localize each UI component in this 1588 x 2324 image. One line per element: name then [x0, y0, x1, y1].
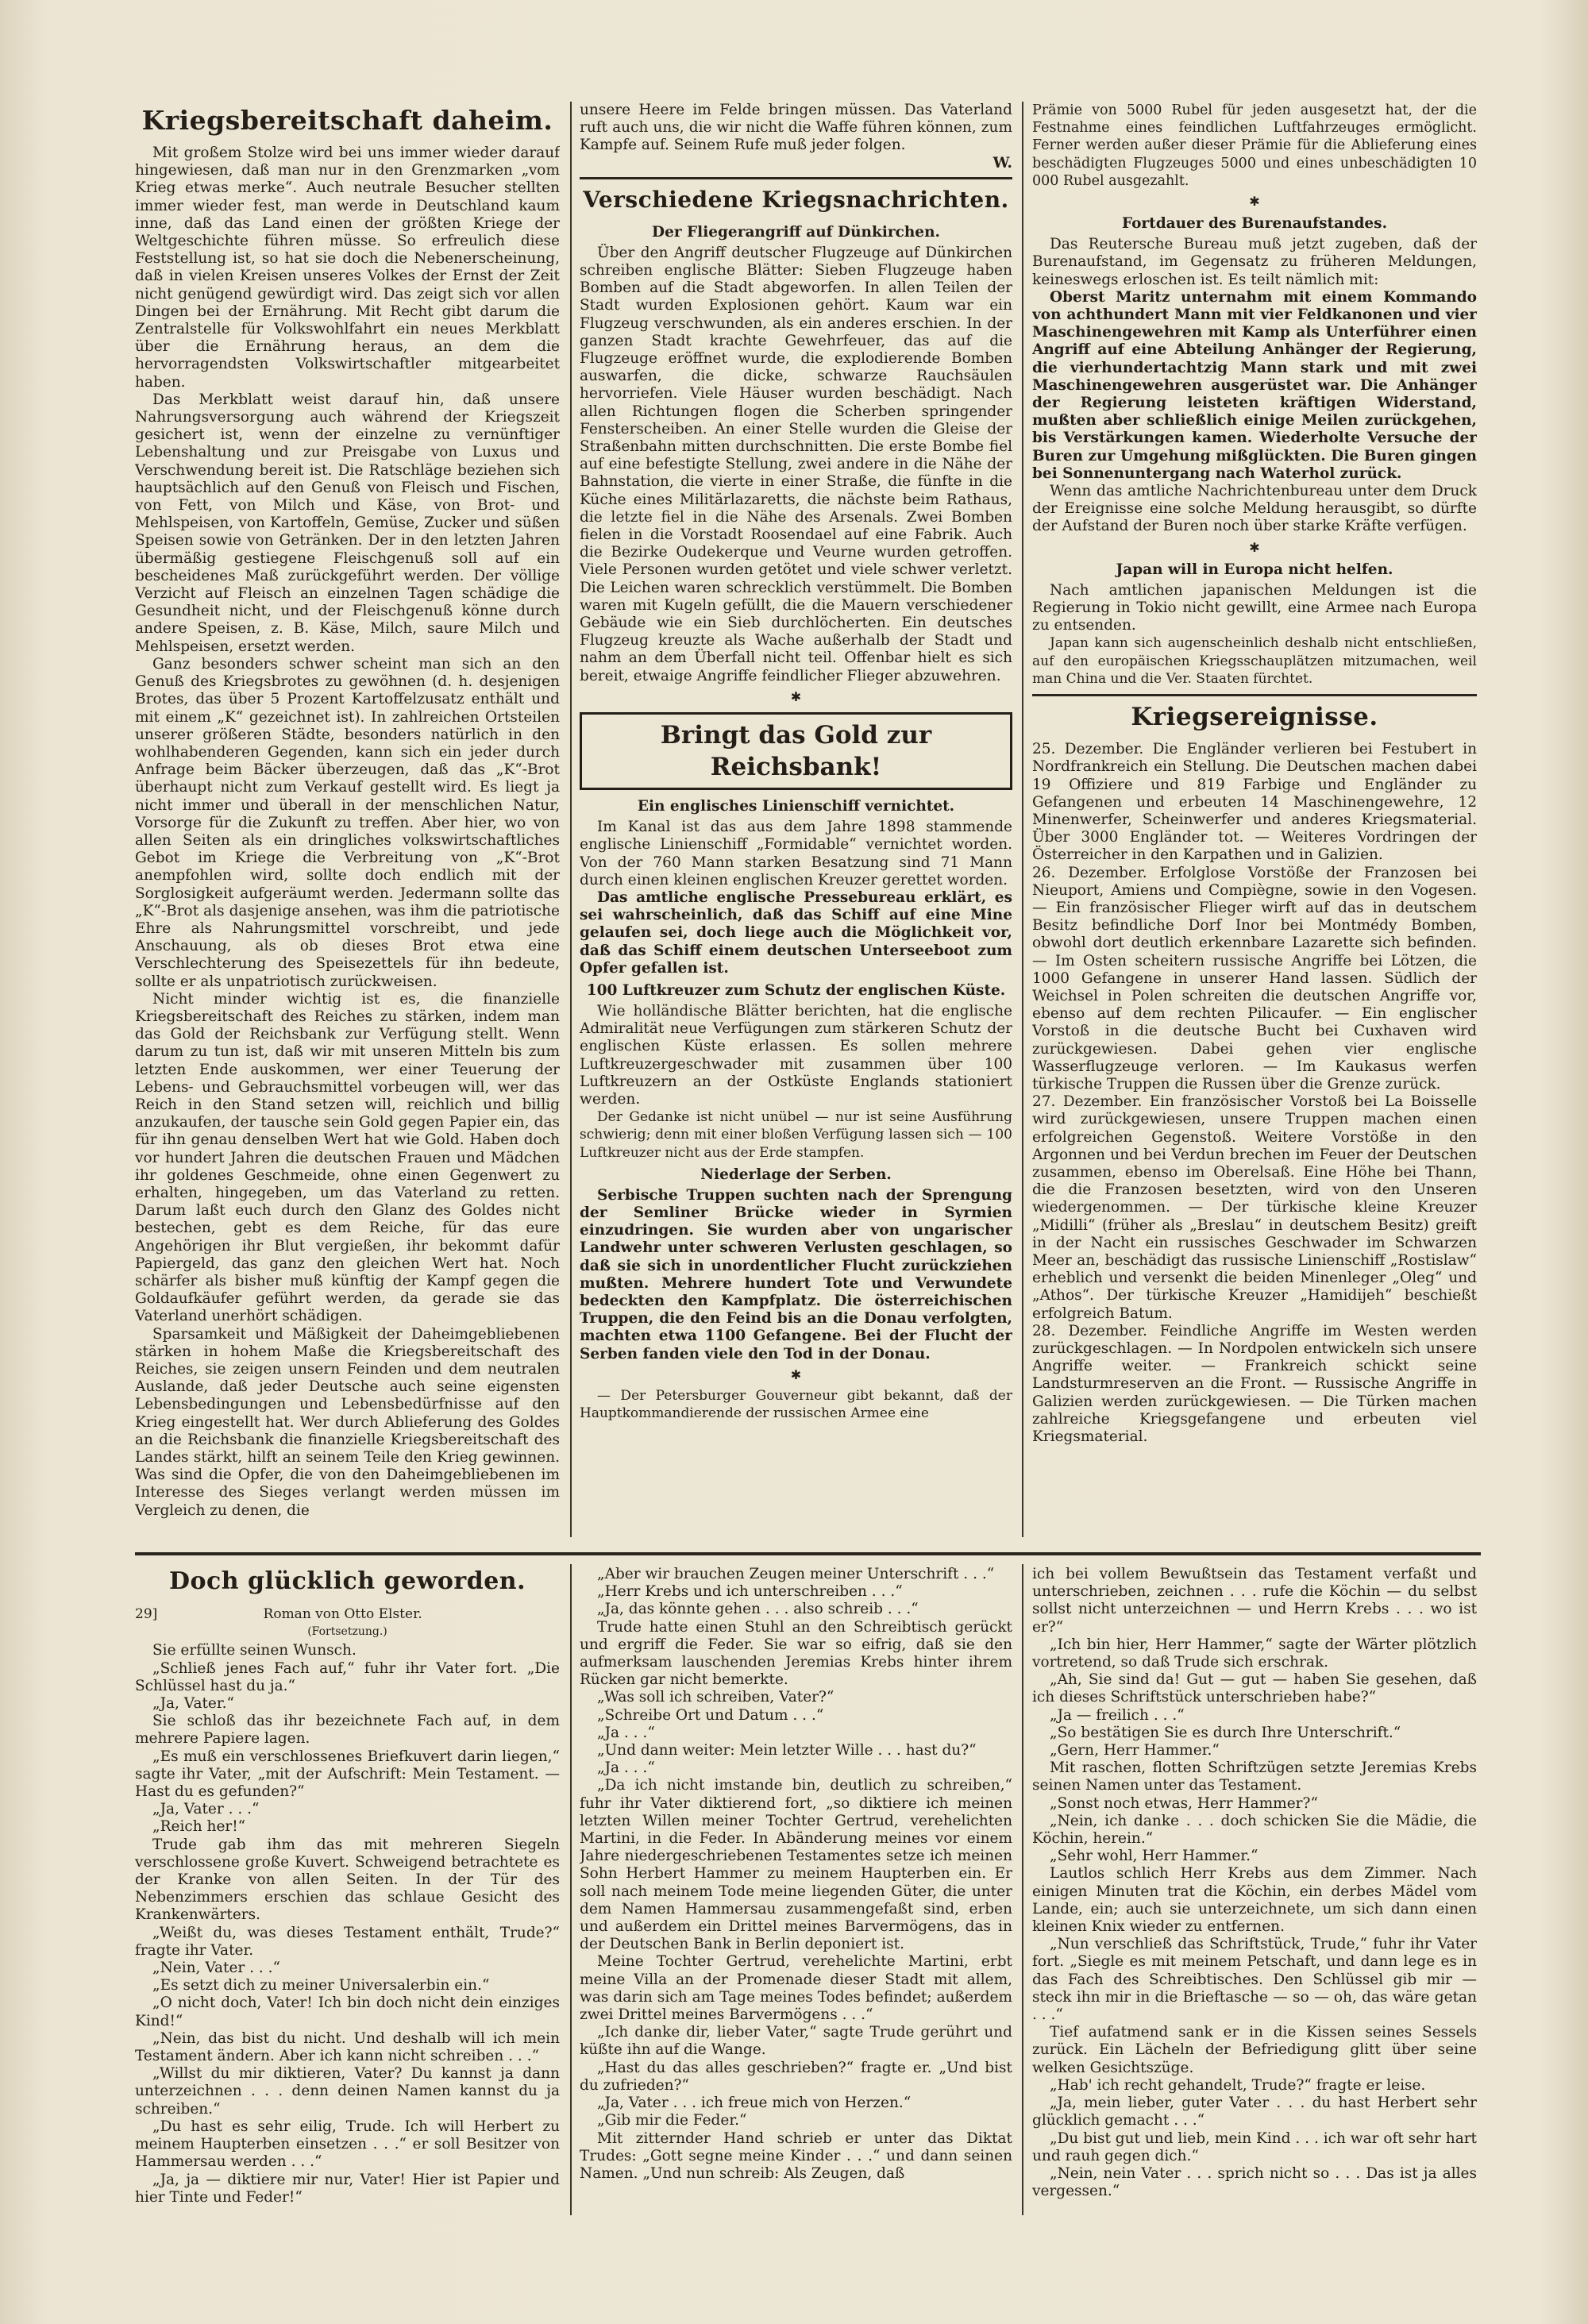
article-paragraph: Das Merkblatt weist darauf hin, daß unsere Nahrungsversorgung auch während der Kriegszeit gesichert ist, wenn der einzelne zu vernünftiger Lebenshaltung und zur Preisgabe von Luxus und Verschwendung bereit ist. Die Ratschläge beziehen sich hauptsächlich auf den Genuß von Fleisch und Fischen, von Fett, von Milch und Käse, von Brot- und Mehlspeisen, von Kartoffeln, Gemüse, Zucker und süßen Speisen sowie von Getränken. Der in den letzten Jahren übermäßig gestiegene Fleischgenuß soll auf ein bescheidenes Maß zurückgeführt werden. Der völlige Verzicht auf Fleisch an einzelnen Tagen schädige die Gesundheit nicht, und der Fleischgenuß könne durch andere Speisen, z. B. Käse, Milch, saure Milch und Mehlspeisen, ersetzt werden.	[135, 391, 560, 655]
serial-paragraph: „Ja — freilich . . .“	[1050, 1706, 1185, 1724]
subhead-japan: Japan will in Europa nicht helfen.	[1116, 561, 1393, 578]
article-continuation: unsere Heere im Felde bringen müssen. Das Vaterland ruft auch uns, die wir nicht die Waffe führen können, zum Kampfe auf. Seinem Rufe muß jeder folgen.	[580, 102, 1012, 154]
article-paragraph: Sparsamkeit und Mäßigkeit der Daheimgebliebenen stärken in hohem Maße die Kriegsbereitschaft des Reiches, sie zeigen unsern Feinden und dem neutralen Auslande, daß jeder Deutsche auch seine eigensten Lebensbedingungen und Lebensbedürfnisse auf den Krieg eingestellt hat. Wer durch Ablieferung des Goldes an die Reichsbank die finanzielle Kriegsbereitschaft des Landes stärkt, hilft an seinem Teile den Krieg gewinnen. Was sind die Opfer, die von den Daheimgebliebenen im Interesse des Sieges verlangt werden müssen im Vergleich zu denen, die	[135, 1325, 560, 1519]
serial-paragraph: „Ja, ja — diktiere mir nur, Vater! Hier ist Papier und hier Tinte und Feder!“	[135, 2171, 560, 2206]
article-paragraph: Wenn das amtliche Nachrichtenbureau unter dem Druck der Ereignisse eine solche Meldung herausgibt, so dürfte der Aufstand der Buren noch über starke Kräfte verfügen.	[1032, 483, 1477, 535]
column-rule	[1022, 1564, 1023, 2215]
serial-paragraph: „Schreibe Ort und Datum . . .“	[597, 1706, 824, 1724]
serial-column-3	[1032, 1566, 1477, 2217]
serial-paragraph: „Ja, Vater . . . ich freue mich von Herzen.“	[597, 2095, 912, 2112]
separator-asterisk: ✱	[790, 1366, 802, 1382]
column-rule	[570, 1564, 572, 2215]
serial-paragraph: „Nein, ich danke . . . doch schicken Sie die Mädie, die Köchin, herein.“	[1032, 1812, 1477, 1848]
serial-paragraph: „Gib mir die Feder.“	[597, 2112, 747, 2129]
serial-paragraph: Meine Tochter Gertrud, verehelichte Martini, erbt meine Villa an der Promenade dieser Stadt mit allem, was darin sich am Tage meines Todes befindet; außerdem zwei Drittel meines Barvermögens . . .“	[580, 1953, 1012, 2024]
serial-paragraph: „So bestätigen Sie es durch Ihre Unterschrift.“	[1050, 1724, 1401, 1741]
article-paragraph: — Der Petersburger Gouverneur gibt bekannt, daß der Hauptkommandierende der russischen Armee eine	[580, 1387, 1012, 1422]
serial-paragraph: „Was soll ich schreiben, Vater?“	[597, 1689, 834, 1706]
serial-paragraph: „Da ich nicht imstande bin, deutlich zu schreiben,“ fuhr ihr Vater diktierend fort, „so diktiere ich meinen letzten Willen meiner Tochter Gertrud, verehelichten Martini, in die Feder. In Abänderung meines vor einem Jahre niedergeschriebenen Testamentes setze ich meinen Sohn Herbert Hammer zu meinem Haupterben ein. Er soll nach meinem Tode meine liegenden Güter, die unter dem Namen Hammersau zusammengefaßt sind, erben und außerdem ein Drittel meines Barvermögens, das in der Deutschen Bank in Berlin deponiert ist.	[580, 1777, 1012, 1953]
serial-paragraph: ich bei vollem Bewußtsein das Testament verfaßt und unterschrieben, zeichnen . . . rufe die Köchin — du selbst sollst nicht unterzeichnen — und Herrn Krebs . . . wo ist er?“	[1032, 1566, 1477, 1636]
serial-paragraph: „Ja, das könnte gehen . . . also schreib . . .“	[597, 1601, 919, 1618]
separator-asterisk: ✱	[790, 688, 802, 704]
serial-paragraph: „Schließ jenes Fach auf,“ fuhr ihr Vater fort. „Die Schlüssel hast du ja.“	[135, 1659, 560, 1694]
serial-paragraph: „Weißt du, was dieses Testament enthält, Trude?“ fragte ihr Vater.	[135, 1924, 560, 1959]
article-paragraph-bold: Das amtliche englische Pressebureau erklärt, es sei wahrscheinlich, daß das Schiff auf eine Mine gelaufen sei, doch liege auch die Möglichkeit vor, daß das Schiff einem deutschen Unterseeboot zum Opfer gefallen ist.	[580, 888, 1012, 977]
serial-number: 29]	[135, 1606, 158, 1622]
serial-paragraph: Sie erfüllte seinen Wunsch.	[152, 1642, 357, 1659]
serial-paragraph: „Sonst noch etwas, Herr Hammer?“	[1050, 1794, 1318, 1812]
serial-paragraph: „Herr Krebs und ich unterschreiben . . .“	[597, 1583, 903, 1601]
serial-column-2	[580, 1566, 1012, 2217]
article-paragraph: Ganz besonders schwer scheint man sich an den Genuß des Kriegsbrotes zu gewöhnen (d. h. desjenigen Brotes, das über 5 Prozent Kartoffelzusatz enthält und mit einem „K“ gezeichnet ist). In zahlreichen Ortsteilen unserer größeren Städte, besonders natürlich in den wohlhabenderen Gegenden, kann sich ein jeder durch Anfrage beim Bäcker überzeugen, daß das „K“-Brot überhaupt nicht zum Verkauf gestellt wird. Es liegt ja nicht immer und überall in der menschlichen Natur, Vorsorge für die Zukunft zu treffen. Aber hier, wo von allen Seiten als ein dringliches volkswirtschaftliches Gebot im Kriege die Verbreitung von „K“-Brot anempfohlen wird, sollte doch endlich mit der Sorglosigkeit aufgeräumt werden. Jedermann sollte das „K“-Brot als dasjenige ansehen, was ihm die patriotische Ehre als Nahrungsmittel vorschreibt, und jede Anschauung, als ob dieses Brot etwa eine Verschlechterung des Speisezettels für ihn bedeute, sollte er als unpatriotisch zurückweisen.	[135, 655, 560, 990]
column-3	[1032, 102, 1477, 1539]
serial-paragraph: Mit zitternder Hand schrieb er unter das Diktat Trudes: „Gott segne meine Kinder . . .“ und dann seinen Namen. „Und nun schreib: Als Zeugen, daß	[580, 2129, 1012, 2182]
article-signature: W.	[992, 154, 1012, 172]
serial-note: (Fortsetzung.)	[307, 1625, 387, 1639]
serial-byline: Roman von Otto Elster.	[263, 1606, 422, 1622]
column-rule	[570, 102, 572, 1537]
serial-paragraph: „Ja, mein lieber, guter Vater . . . du hast Herbert sehr glücklich gemacht . . .“	[1032, 2095, 1477, 2129]
event-entry: 25. Dezember. Die Engländer verlieren bei Festubert in Nordfrankreich ein Stellung. Die Deutschen machen dabei 19 Offiziere und 819 Farbige und Engländer zu Gefangenen und erbeuten 14 Maschinengewehre, 12 Minenwerfer, Scheinwerfer und anderes Kriegsmaterial. Über 3000 Engländer tot. — Weiteres Vordringen der Österreicher in den Karpathen und in Galizien.	[1032, 741, 1477, 864]
event-entry: 27. Dezember. Ein französischer Vorstoß bei La Boisselle wird zurückgewiesen, unsere Truppen machen einen erfolgreichen Gegenstoß. Weitere Vorstöße in den Argonnen und bei Verdun brechen im Feuer der Deutschen zusammen, ebenso im Oberelsaß. Eine Höhe bei Thann, die die Franzosen besetzten, wird von den Unseren wiedergenommen. — Der türkische kleine Kreuzer „Midilli“ (früher als „Breslau“ in deutschem Besitz) greift in der Nacht ein russisches Geschwader im Schwarzen Meer an, beschädigt das russische Linienschiff „Rostislaw“ erheblich und versenkt die beiden Minenleger „Oleg“ und „Athos“. Der türkische Kreuzer „Hamidijeh“ beschießt erfolgreich Batum.	[1032, 1093, 1477, 1322]
event-entry: 28. Dezember. Feindliche Angriffe im Westen werden zurückgeschlagen. — In Nordpolen entwickeln sich unsere Angriffe weiter. — Frankreich schickt seine Landsturmreserven an die Front. — Russische Angriffe in Galizien werden zurückgewiesen. — Die Türken machen zahlreiche Kriegsgefangene und erbeuten viel Kriegsmaterial.	[1032, 1322, 1477, 1446]
article-paragraph: Mit großem Stolze wird bei uns immer wieder darauf hingewiesen, daß man nur in den Grenzmarken „vom Krieg etwas merke“. Auch neutrale Besucher stellten immer wieder fest, man werde in Deutschland kaum inne, daß das Land einen der größten Kriege der Weltgeschichte führen müsse. So erfreulich diese Feststellung ist, so hat sie doch die Nebenerscheinung, daß in vielen Kreisen unseres Volkes der Ernst der Zeit nicht genügend gewürdigt wird. Das zeigt sich vor allen Dingen bei der Ernährung. Mit Recht gibt darum die Zentralstelle für Volkswohlfahrt ein neues Merkblatt über die Ernährung heraus, an dem die hervorragendsten Volkswirtschaftler mitgearbeitet haben.	[135, 145, 560, 391]
article-paragraph: Der Gedanke ist nicht unübel — nur ist seine Ausführung schwierig; denn mit einer bloßen Verfügung lassen sich — 100 Luftkreuzer nicht aus der Erde stampfen.	[580, 1109, 1012, 1161]
serial-paragraph: „Es setzt dich zu meiner Universalerbin ein.“	[152, 1977, 490, 1994]
serial-paragraph: „Ja, Vater . . .“	[152, 1801, 260, 1818]
article-paragraph: Über den Angriff deutscher Flugzeuge auf Dünkirchen schreiben englische Blätter: Sieben Flugzeuge haben Bomben auf die Stadt abgeworfen. In allen Teilen der Stadt wurden Explosionen gehört. Kaum war ein Flugzeug verschwunden, als ein anderes erschien. In der ganzen Stadt krachte Gewehrfeuer, das auf die Flugzeuge eröffnet wurde, die explodierende Bomben auswarfen, die dicke, schwarze Rauchsäulen hervorriefen. Viele Häuser wurden beschädigt. Nach allen Richtungen flogen die Scherben springender Fensterscheiben. An einer Stelle wurden die Gleise der Straßenbahn mitten durchschnitten. Die erste Bombe fiel auf eine befestigte Stellung, zwei andere in die Nähe der Bahnstation, die vierte in einer Straße, die fünfte in die Küche eines Militärlazaretts, die nächste beim Rathaus, die letzte fiel in die Nähe des Arsenals. Zwei Bomben fielen in die Vorstadt Roosendael auf eine Fabrik. Auch die Bezirke Oudekerque und Veurne wurden getroffen. Viele Personen wurden getötet und viele schwer verletzt. Die Leichen waren schrecklich verstümmelt. Die Bomben waren mit Kugeln gefüllt, die die Mauern verschiedener Gebäude wie ein Sieb durchlöcherten. Ein deutsches Flugzeug kreuzte als Wache außerhalb der Stadt und nahm an dem Überfall nicht teil. Offenbar hielt es sich bereit, etwaige Angriffe feindlicher Flieger abzuwehren.	[580, 244, 1012, 684]
serial-paragraph: „Sehr wohl, Herr Hammer.“	[1050, 1848, 1258, 1865]
subhead-linienschiff: Ein englisches Linienschiff vernichtet.	[637, 798, 955, 815]
serial-paragraph: Trude gab ihm das mit mehreren Siegeln verschlossene große Kuvert. Schweigend betrachtete es der Kranke von allen Seiten. In der Tür des Nebenzimmers erschien das schlaue Gesicht des Krankenwärters.	[135, 1836, 560, 1924]
headline-kriegsbereitschaft: Kriegsbereitschaft daheim.	[141, 105, 553, 136]
serial-meta	[135, 1605, 560, 1623]
separator-asterisk: ✱	[1249, 194, 1260, 210]
serial-paragraph: Tief aufatmend sank er in die Kissen seines Sessels zurück. Ein Lächeln der Befriedigung glitt über seine welken Gesichtszüge.	[1032, 2024, 1477, 2076]
serial-paragraph: „Ja . . .“	[597, 1724, 655, 1741]
article-paragraph: Nicht minder wichtig ist es, die finanzielle Kriegsbereitschaft des Reiches zu stärken, indem man das Gold der Reichsbank zur Verfügung stellt. Wenn darum zu tun ist, daß wir mit unseren Mitteln bis zum letzten Ende auskommen, wer einer Teuerung der Lebens- und Gebrauchsmittel vorbeugen will, wer das Reich in den Stand setzen will, reichlich und billig anzukaufen, der tausche sein Gold gegen Papier ein, das für ihn genau denselben Wert hat wie Gold. Haben doch vor hundert Jahren die deutschen Frauen und Mädchen ihr goldenes Geschmeide, ohne einen Gegenwert zu erhalten, hingegeben, um das Vaterland zu retten. Darum laßt euch durch den Glanz des Goldes nicht bestechen, gebt es dem Reiche, für das eure Angehörigen ihr Blut vergießen, ihr bekommt dafür Papiergeld, das ganz den gleichen Wert hat. Noch schärfer als bisher muß künftig der Kampf gegen die Goldaufkäufer geführt werden, da gerade sie das Vaterland unerhört schädigen.	[135, 990, 560, 1325]
subhead-duenkirchen: Der Fliegerangriff auf Dünkirchen.	[652, 223, 940, 241]
serial-paragraph: „Nein, Vater . . .“	[152, 1960, 280, 1977]
event-entry: 26. Dezember. Erfolglose Vorstöße der Franzosen bei Nieuport, Amiens und Compiègne, sowie in den Vogesen. — Ein französischer Flieger wirft auf das in deutschem Besitz befindliche Dorf Inor bei Montmédy Bomben, obwohl dort deutlich erkennbare Lazarette sich befinden. — Im Osten scheitern russische Angriffe bei Lötzen, die 1000 Gefangene in unserer Hand lassen. Südlich der Weichsel in Polen schreiten die deutschen Angriffe vor, ebenso auf dem rechten Pilicaufer. — Ein englischer Vorstoß in die deutsche Bucht bei Cuxhaven wird zurückgewiesen. Dabei gehen vier englische Wasserflugzeuge verloren. — Im Kaukasus werfen türkische Truppen die Russen über die Grenze zurück.	[1032, 864, 1477, 1093]
article-paragraph-bold: Oberst Maritz unternahm mit einem Kommando von achthundert Mann mit vier Feldkanonen und vier Maschinengewehren mit Kamp als Unterführer einen Angriff auf eine Abteilung Anhänger der Regierung, die vierhundertachtzig Mann stark und mit zwei Maschinengewehren ausgerüstet war. Die Anhänger der Regierung leisteten kräftigen Widerstand, mußten aber schließlich einige Meilen zurückgehen, bis Verstärkungen kamen. Wiederholte Versuche der Buren zur Umgehung mißglückten. Die Buren gingen bei Sonnenuntergang nach Waterhol zurück.	[1032, 288, 1477, 482]
serial-paragraph: Sie schloß das ihr bezeichnete Fach auf, in dem mehrere Papiere lagen.	[135, 1713, 560, 1748]
subhead-luftkreuzer: 100 Luftkreuzer zum Schutz der englischen Küste.	[586, 981, 1006, 999]
serial-paragraph: „Ich danke dir, lieber Vater,“ sagte Trude gerührt und küßte ihn auf die Wange.	[580, 2024, 1012, 2059]
column-rule	[1022, 102, 1023, 1537]
serial-paragraph: „Gern, Herr Hammer.“	[1050, 1742, 1220, 1759]
column-2	[580, 102, 1012, 1539]
headline-kriegsnachrichten: Verschiedene Kriegsnachrichten.	[583, 186, 1009, 213]
serial-paragraph: „Du bist gut und lieb, mein Kind . . . ich war oft sehr hart und rauh gegen dich.“	[1032, 2129, 1477, 2164]
article-paragraph: Nach amtlichen japanischen Meldungen ist die Regierung in Tokio nicht gewillt, eine Armee nach Europa zu entsenden.	[1032, 581, 1477, 634]
serial-paragraph: „Du hast es sehr eilig, Trude. Ich will Herbert zu meinem Haupterben einsetzen . . .“ er soll Besitzer von Hammersau werden . . .“	[135, 2118, 560, 2171]
serial-paragraph: „Reich her!“	[152, 1818, 246, 1836]
serial-paragraph: „Ja . . .“	[597, 1759, 655, 1777]
column-1	[135, 100, 560, 1539]
serial-paragraph: „Und dann weiter: Mein letzter Wille . . . hast du?“	[597, 1742, 977, 1759]
headline-kriegsereignisse: Kriegsereignisse.	[1131, 703, 1378, 732]
serial-title: Doch glücklich geworden.	[168, 1567, 526, 1595]
serial-paragraph: Mit raschen, flotten Schriftzügen setzte Jeremias Krebs seinen Namen unter das Testament.	[1032, 1759, 1477, 1794]
serial-paragraph: „Willst du mir diktieren, Vater? Du kannst ja dann unterzeichnen . . . denn deinen Namen kannst du ja schreiben.“	[135, 2065, 560, 2118]
section-divider	[1032, 694, 1477, 696]
serial-paragraph: „Ja, Vater.“	[152, 1695, 235, 1713]
serial-paragraph: „Hast du das alles geschrieben?“ fragte er. „Und bist du zufrieden?“	[580, 2059, 1012, 2094]
serial-paragraph: „Nein, nein Vater . . . sprich nicht so . . . Das ist ja alles vergessen.“	[1032, 2164, 1477, 2200]
subhead-burenaufstand: Fortdauer des Burenaufstandes.	[1121, 215, 1388, 233]
serial-paragraph: „O nicht doch, Vater! Ich bin doch nicht dein einziges Kind!“	[135, 1994, 560, 2029]
serial-paragraph: „Es muß ein verschlossenes Briefkuvert darin liegen,“ sagte ihr Vater, „mit der Aufschrift: Mein Testament. — Hast du es gefunden?“	[135, 1748, 560, 1801]
serial-paragraph: Lautlos schlich Herr Krebs aus dem Zimmer. Nach einigen Minuten trat die Köchin, ein derbes Mädel vom Lande, ein; auch sie unterzeichnete, um sich dann einen kleinen Knix wieder zu entfernen.	[1032, 1865, 1477, 1936]
article-paragraph: Japan kann sich augenscheinlich deshalb nicht entschließen, auf den europäischen Kriegsschauplätzen mitzumachen, weil man China und die Ver. Staaten fürchtet.	[1032, 635, 1477, 687]
serial-paragraph: Trude hatte einen Stuhl an den Schreibtisch gerückt und ergriff die Feder. Sie war so eifrig, daß sie den aufmerksam lauschenden Jeremias Krebs hinter ihrem Rücken gar nicht bemerkte.	[580, 1618, 1012, 1689]
article-paragraph: Wie holländische Blätter berichten, hat die englische Admiralität neue Verfügungen zum stärkeren Schutz der englischen Küste erlassen. Es sollen mehrere Luftkreuzergeschwader mit zusammen über 100 Luftkreuzern an der Ostküste Englands stationiert werden.	[580, 1002, 1012, 1108]
subhead-serben: Niederlage der Serben.	[700, 1166, 892, 1183]
separator-asterisk: ✱	[1249, 539, 1260, 555]
serial-paragraph: „Nun verschließ das Schriftstück, Trude,“ fuhr ihr Vater fort. „Siegle es mit meinem Petschaft, und dann lege es in das Fach des Schreibtisches. Den Schlüssel gib mir — steck ihn mir in die Brieftasche — so — oh, das wäre getan . . .“	[1032, 1936, 1477, 2024]
serial-paragraph: „Aber wir brauchen Zeugen meiner Unterschrift . . .“	[597, 1566, 995, 1582]
feuilleton-divider	[135, 1552, 1481, 1555]
serial-paragraph: „Ich bin hier, Herr Hammer,“ sagte der Wärter plötzlich vortretend, so daß Trude sich erschrak.	[1032, 1636, 1477, 1671]
serial-paragraph: „Hab' ich recht gehandelt, Trude?“ fragte er leise.	[1050, 2076, 1426, 2094]
serial-paragraph: „Nein, das bist du nicht. Und deshalb will ich mein Testament ändern. Aber ich kann nicht schreiben . . .“	[135, 2029, 560, 2065]
article-paragraph: Prämie von 5000 Rubel für jeden ausgesetzt hat, der die Festnahme eines feindlichen Luftfahrzeuges ermöglicht. Ferner werden außer dieser Prämie für die Ablieferung eines beschädigten Flugzeuges 5000 und eines unbeschädigten 10 000 Rubel ausgezahlt.	[1032, 102, 1477, 189]
boxed-slogan-reichsbank: Bringt das Gold zur Reichsbank!	[580, 712, 1012, 790]
article-paragraph: Im Kanal ist das aus dem Jahre 1898 stammende englische Linienschiff „Formidable“ vernichtet worden. Von der 760 Mann starken Besatzung sind 71 Mann durch einen kleinen englischen Kreuzer gerettet worden.	[580, 819, 1012, 888]
serial-paragraph: „Ah, Sie sind da! Gut — gut — haben Sie gesehen, daß ich dieses Schriftstück unterschrieben habe?“	[1032, 1671, 1477, 1706]
article-paragraph-bold: Serbische Truppen suchten nach der Sprengung der Semliner Brücke wieder in Syrmien einzudringen. Sie wurden aber von ungarischer Landwehr unter schweren Verlusten geschlagen, so daß sie sich in unordentlicher Flucht zurückziehen mußten. Mehrere hundert Tote und Verwundete bedeckten den Kampfplatz. Die österreichischen Truppen, die den Feind bis an die Donau verfolgten, machten etwa 1100 Gefangene. Bei der Flucht der Serben fanden viele den Tod in der Donau.	[580, 1186, 1012, 1362]
section-divider	[580, 177, 1012, 179]
article-paragraph: Das Reutersche Bureau muß jetzt zugeben, daß der Burenaufstand, im Gegensatz zu früheren Meldungen, keineswegs erloschen ist. Es teilt nämlich mit:	[1032, 236, 1477, 288]
serial-column-1	[135, 1566, 560, 2217]
